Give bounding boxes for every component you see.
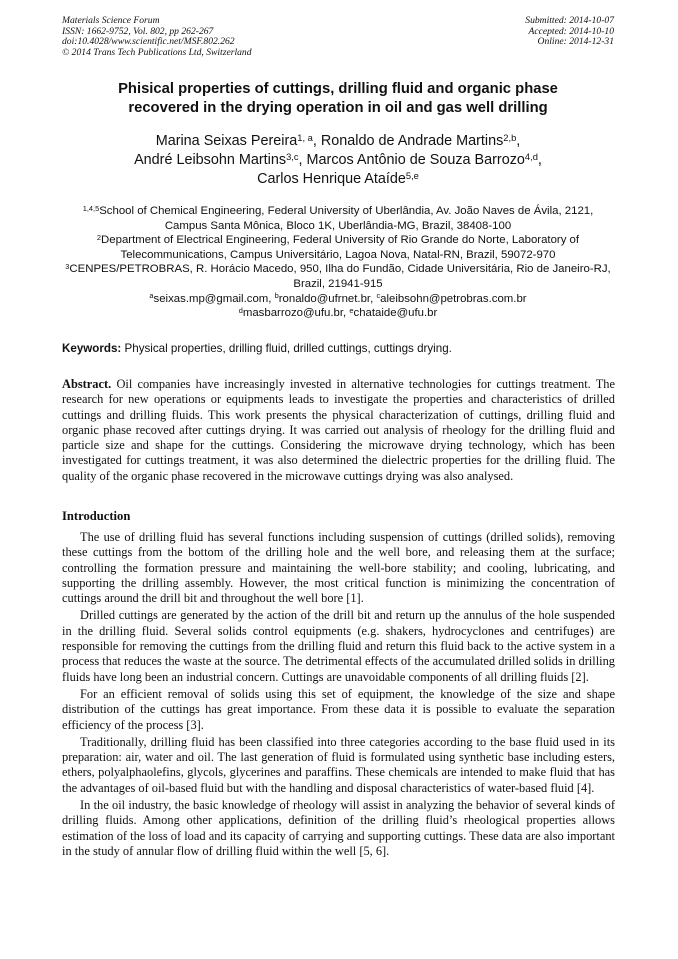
- copyright-line: © 2014 Trans Tech Publications Ltd, Switzerland: [62, 46, 252, 58]
- keywords-label: Keywords:: [62, 342, 122, 355]
- accepted-date: Accepted: 2014-10-10: [528, 25, 614, 37]
- abstract: [62, 377, 615, 484]
- author-sup: 3,c: [286, 151, 299, 162]
- authors-line-2: André Leibsohn Martins$^{3,c}$, Marcos Antônio de Souza Barrozo$^{4,d}$,: [134, 151, 542, 168]
- author-name: Carlos Henrique Ataíde: [257, 171, 406, 187]
- affiliations: [62, 204, 614, 321]
- affiliation-text: School of Chemical Engineering, Federal University of Uberlândia, Av. João Naves de Ávila, 2121, Campus Santa Mônica, Bloco 1K, Uberlândia-MG, Brazil, 38408-100: [99, 205, 594, 232]
- author-name: Marina Seixas Pereira: [155, 133, 298, 149]
- affiliation-2: [62, 233, 614, 262]
- online-date: Online: 2014-12-31: [537, 36, 614, 48]
- dates-header: [525, 16, 614, 48]
- affiliation-text: CENPES/PETROBRAS, R. Horácio Macedo, 950, Ilha do Fundão, Cidade Universitária, Rio de Janeiro-RJ, Brazil, 21941-915: [69, 263, 611, 290]
- affiliation-sup: 2: [96, 232, 102, 242]
- paragraph: In the oil industry, the basic knowledge of rheology will assist in analyzing the behavior of several kinds of drilling fluids. Among other applications, definition of the drilling fluid’s rheological properties allows estimation of the loss of load and its capacity of carrying and supporting cuttings. These data are also important in the study of annular flow of drilling fluid within the well [5, 6].: [62, 798, 615, 858]
- authors-line-3: [62, 170, 614, 189]
- title-line-1: Phisical properties of cuttings, drilling fluid and organic phase: [118, 81, 558, 97]
- email-link[interactable]: ronaldo@ufrnet.br,: [278, 292, 374, 305]
- emails-line-2: [62, 306, 614, 321]
- email-sup: d: [238, 305, 243, 315]
- email-link[interactable]: aleibsohn@petrobras.com.br: [380, 292, 527, 305]
- email-sup: b: [274, 291, 279, 301]
- email-sup: e: [349, 305, 354, 315]
- authors-line-1: Marina Seixas Pereira$^{1, a}$, Ronaldo de Andrade Martins$^{2,b}$,: [155, 132, 521, 149]
- author-sup: 5,e: [405, 170, 419, 181]
- emails-line-1: [62, 292, 614, 307]
- keywords-text: Physical properties, drilling fluid, drilled cuttings, cuttings drying.: [124, 342, 452, 355]
- email-sup: c: [376, 291, 381, 301]
- affiliation-sup: 1,4,5: [82, 203, 100, 213]
- introduction-body: [62, 530, 615, 861]
- paragraph: For an efficient removal of solids using this set of equipment, the knowledge of the size and shape distribution of the cuttings has great importance. From these data it is possible to evaluate the separation efficiency of the process [3].: [62, 686, 615, 732]
- author-name: André Leibsohn Martins: [134, 152, 287, 168]
- journal-name: Materials Science Forum: [62, 15, 160, 26]
- section-heading-introduction: Introduction: [62, 509, 131, 523]
- email-link[interactable]: masbarrozo@ufu.br,: [242, 307, 347, 320]
- issn-line: ISSN: 1662-9752, Vol. 802, pp 262-267: [62, 25, 214, 37]
- author-sup: 4,d: [524, 151, 538, 162]
- title-line-2: recovered in the drying operation in oil and gas well drilling: [128, 100, 548, 116]
- author-name: Marcos Antônio de Souza Barrozo: [306, 152, 525, 168]
- author-list: [62, 132, 614, 189]
- email-link[interactable]: chataide@ufu.br: [353, 307, 438, 320]
- doi-line: doi:10.4028/www.scientific.net/MSF.802.262: [62, 36, 235, 48]
- paragraph: Traditionally, drilling fluid has been classified into three categories according to the base fluid used in its preparation: air, water and oil. The last generation of fluid is formulated using synthetic base including esters, ethers, polyalphaolefins, glycols, glycerines and paraffins. These chemicals are intended to make fluid that has the advantages of oil-based fluid but with the handling and disposal characteristics of water-based fluid [4].: [62, 734, 615, 795]
- email-sup: a: [149, 291, 154, 301]
- submitted-date: Submitted: 2014-10-07: [525, 15, 614, 26]
- keywords: [62, 342, 614, 356]
- author-sup: 1, a: [297, 132, 313, 143]
- paper-title: [62, 80, 614, 118]
- paragraph: The use of drilling fluid has several functions including suspension of cuttings (drilled solids), removing these cuttings from the bottom of the drilling hole and the well bore, and releasing them at the surface; controlling the formation pressure and maintaining the well-bore stability; and cooling, lubricating, and supporting the drilling assembly. However, the most critical function is minimizing the concentration of cuttings around the drill bit and throughout the well bore [1].: [62, 530, 615, 606]
- author-name: Ronaldo de Andrade Martins: [320, 133, 504, 149]
- affiliation-3: [62, 262, 614, 291]
- author-sup: 2,b: [503, 132, 517, 143]
- journal-header: [62, 16, 252, 58]
- affiliation-1: [62, 204, 614, 233]
- affiliation-sup: 3: [65, 262, 70, 272]
- paragraph: Drilled cuttings are generated by the action of the drill bit and return up the annulus of the hole suspended in the drilling fluid. Several solids control equipments (e.g. shakers, hydrocyclones and centrifuges) are responsible for removing the cuttings from the drilling fluid and return this fluid back to the active system in a process that reduces the waste at the source. The detrimental effects of the accumulated drilled solids in drilling fluids have long been an industrial concern. Cuttings are unavoidable components of all drilling fluids [2].: [62, 608, 615, 684]
- abstract-label: Abstract.: [62, 377, 112, 391]
- abstract-text: Oil companies have increasingly invested in alternative technologies for cuttings treatment. The research for new operations or equipments leads to investigate the properties and characteristics of drilled cuttings and drilling fluids. This work presents the physical characterization of cuttings, drilling fluid and organic phase recoved after cuttings drying. It was carried out analysis of rheology for the drilling fluid and particle size and shape for the cuttings. Considering the microwave drying technology, which has been investigated for cuttings treatment, it was also determined the dielectric properties for the drilling fluid. The quality of the organic phase recovered in the microwave cuttings drying was also analysed.: [62, 377, 615, 483]
- email-link[interactable]: seixas.mp@gmail.com,: [153, 292, 272, 305]
- affiliation-text: Department of Electrical Engineering, Federal University of Rio Grande do Norte, Laboratory of Telecommunications, Campus Universitário, Lagoa Nova, Natal-RN, Brazil, 59072-970: [101, 234, 580, 261]
